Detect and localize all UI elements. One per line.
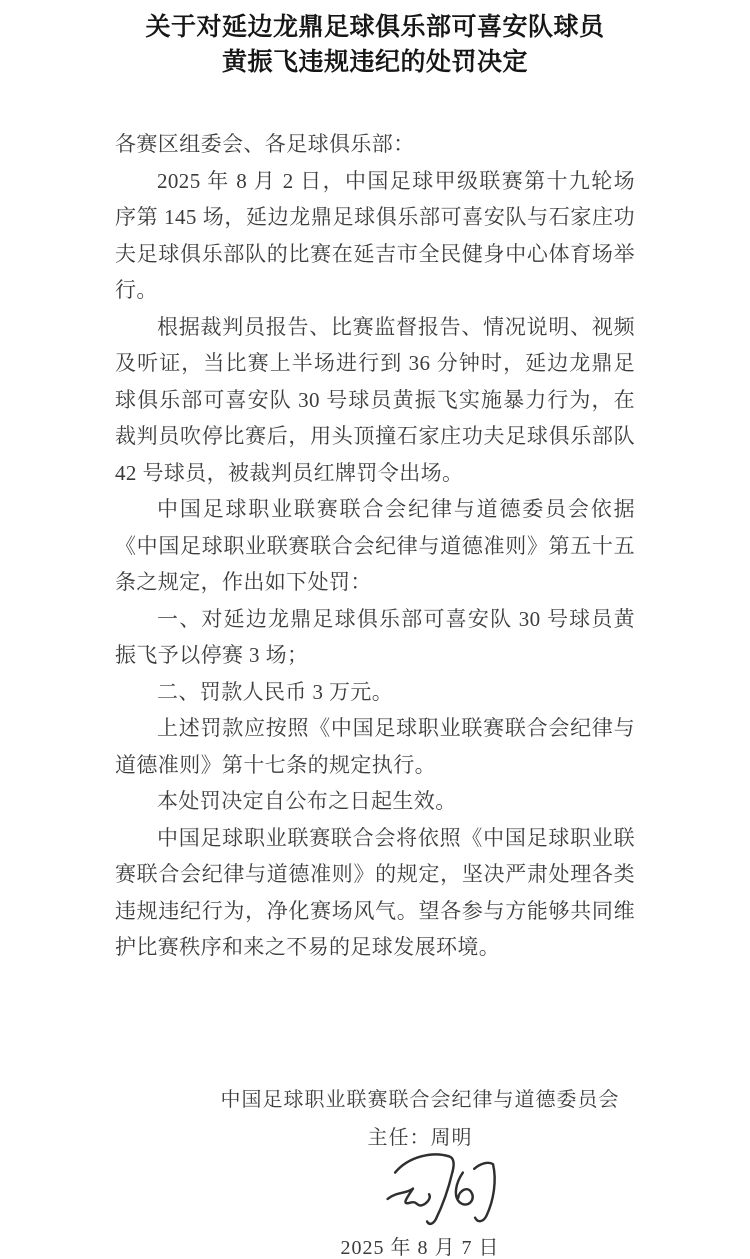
signature-stroke-descender <box>427 1171 452 1223</box>
body-paragraph-penalty-2: 二、罚款人民币 3 万元。 <box>157 679 394 704</box>
signature-block <box>0 1090 750 1258</box>
document-body <box>115 126 635 966</box>
document-title-line-1: 关于对延边龙鼎足球俱乐部可喜安队球员 <box>145 14 605 41</box>
signature-stroke-arc <box>395 1154 454 1172</box>
body-paragraph-match-info: 2025 年 8 月 2 日，中国足球甲级联赛第十九轮场序第 145 场，延边龙鼎足球俱乐部可喜安队与石家庄功夫足球俱乐部队的比赛在延吉市全民健身中心体育场举行。 <box>115 168 635 302</box>
signature-icon <box>380 1150 510 1230</box>
body-paragraph-effective: 本处罚决定自公布之日起生效。 <box>157 789 457 813</box>
signature-stroke-right-tall <box>474 1162 494 1220</box>
signature-stroke-right-loop <box>456 1172 473 1204</box>
body-paragraph-penalty-1: 一、对延边龙鼎足球俱乐部可喜安队 30 号球员黄振飞予以停赛 3 场； <box>115 606 635 667</box>
issue-date: 2025 年 8 月 7 日 <box>340 1236 500 1259</box>
body-paragraph-fine-rule: 上述罚款应按照《中国足球职业联赛联合会纪律与道德准则》第十七条的规定执行。 <box>115 716 635 777</box>
page-title <box>0 0 750 80</box>
signer-title-line: 主任：周明 <box>367 1126 473 1149</box>
signature-stroke-left-squiggle <box>388 1188 430 1205</box>
issuing-organization: 中国足球职业联赛联合会纪律与道德委员会 <box>220 1088 620 1111</box>
body-paragraph-basis: 中国足球职业联赛联合会纪律与道德委员会依据《中国足球职业联赛联合会纪律与道德准则》第五十五条之规定，作出如下处罚： <box>115 497 635 594</box>
body-paragraph-incident: 根据裁判员报告、比赛监督报告、情况说明、视频及听证，当比赛上半场进行到 36 分钟时，延边龙鼎足球俱乐部可喜安队 30 号球员黄振飞实施暴力行为，在裁判员吹停比赛后，用头顶撞石家庄功夫足球俱乐部队 42 号球员，被裁判员红牌罚令出场。 <box>115 314 635 485</box>
salutation: 各赛区组委会、各足球俱乐部： <box>115 132 415 156</box>
document-title-line-2: 黄振飞违规违纪的处罚决定 <box>221 49 528 76</box>
handwritten-signature <box>90 1150 750 1230</box>
body-paragraph-closing: 中国足球职业联赛联合会将依照《中国足球职业联赛联合会纪律与道德准则》的规定，坚决严肃处理各类违规违纪行为，净化赛场风气。望各参与方能够共同维护比赛秩序和来之不易的足球发展环境。 <box>115 825 635 959</box>
